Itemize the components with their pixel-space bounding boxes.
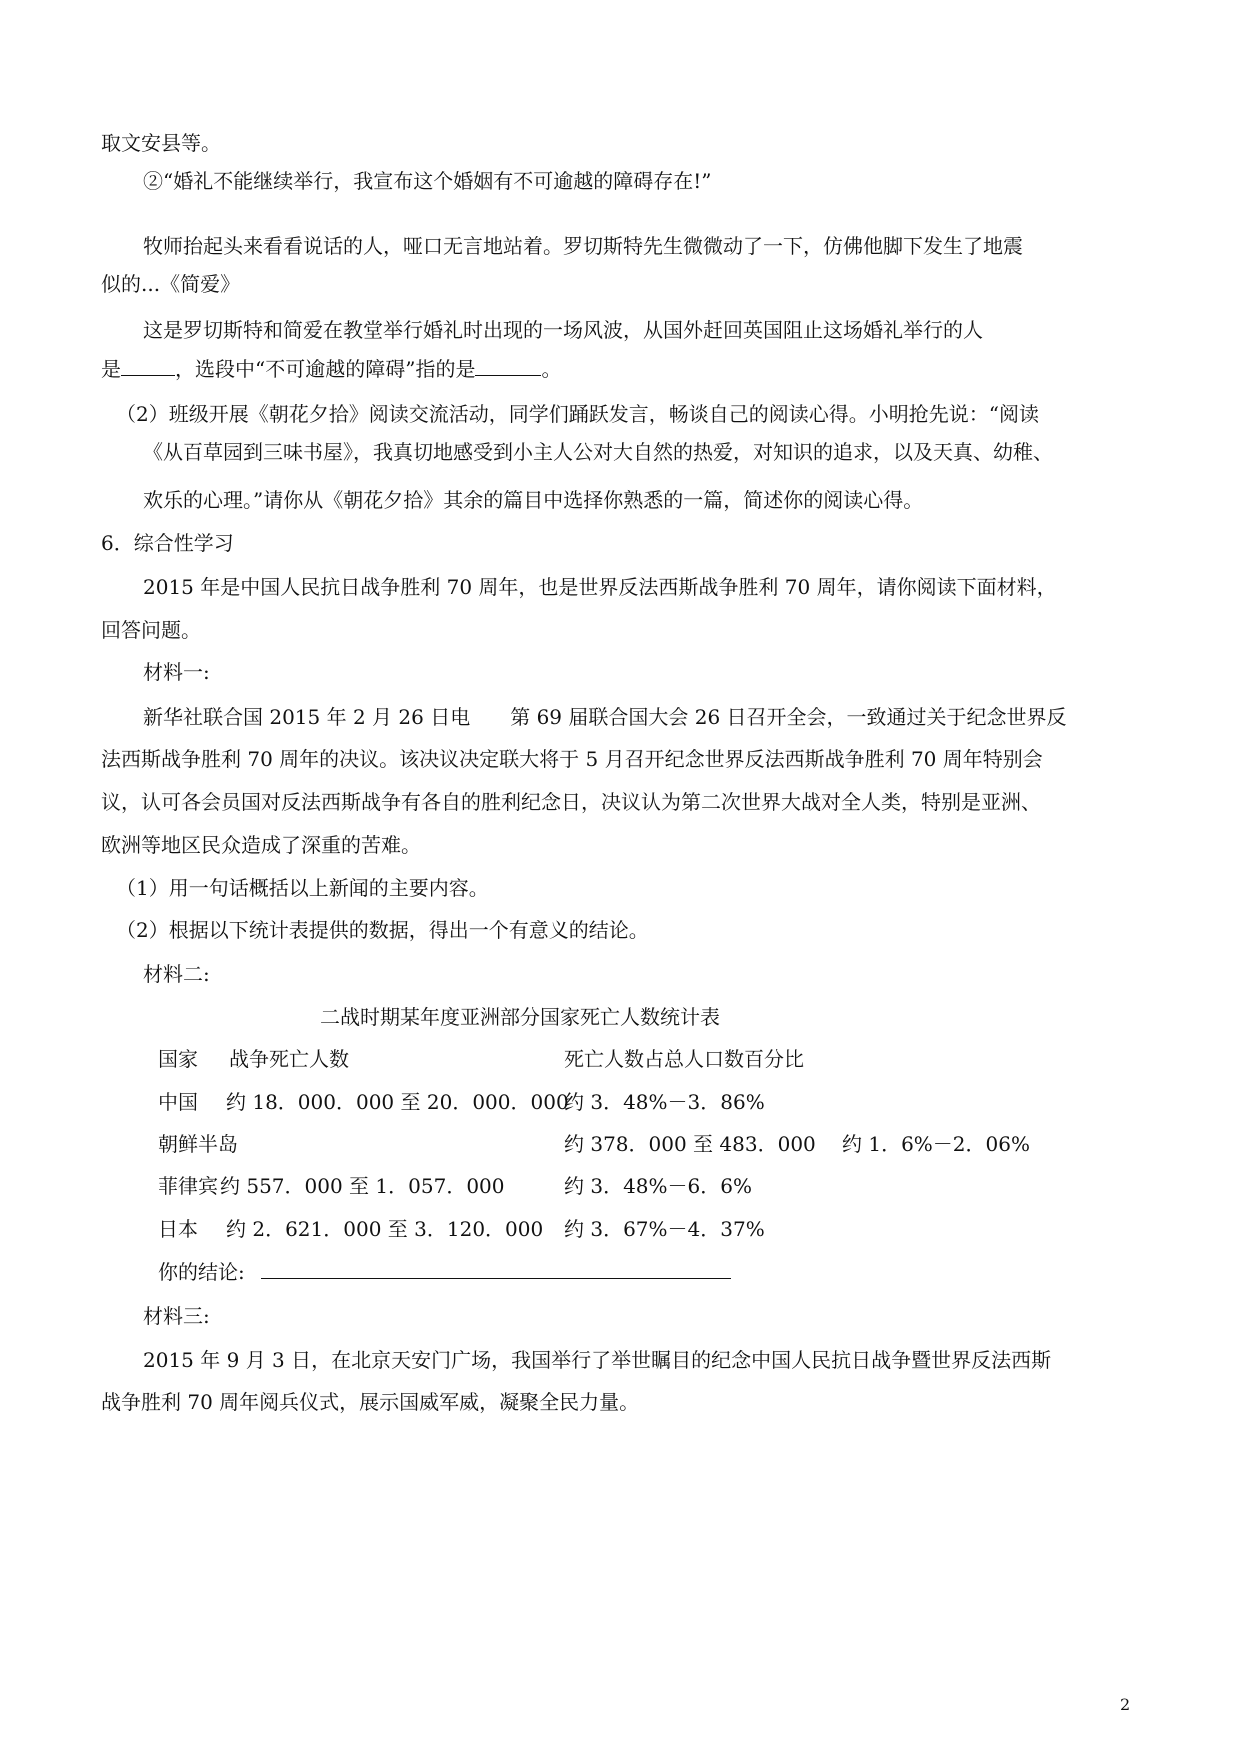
- text-line-6: （2）班级开展《朝花夕拾》阅读交流活动，同学们踊跃发言，畅谈自己的阅读心得。小明抢先说：“阅读: [116, 402, 1039, 426]
- material-one-label: 材料一:: [143, 660, 210, 684]
- header-deaths: 战争死亡人数: [229, 1047, 349, 1071]
- row-country: 菲律宾: [158, 1174, 218, 1198]
- row-deaths: 约 557．000 至 1．057．000: [220, 1174, 505, 1198]
- conclusion-line: [158, 1258, 731, 1286]
- answer-blank-1[interactable]: [121, 357, 175, 376]
- text-line-15: 2015 年 9 月 3 日，在北京天安门广场，我国举行了举世瞩目的纪念中国人民抗日战争暨世界反法西斯: [143, 1348, 1052, 1372]
- text-line-8: 欢乐的心理。”请你从《朝花夕拾》其余的篇目中选择你熟悉的一篇，简述你的阅读心得。: [143, 488, 924, 512]
- fill-in-blank-line: [101, 355, 561, 383]
- row-country: 中国: [158, 1090, 198, 1114]
- row-percentage: 约 3．48%－6．6%: [564, 1174, 752, 1198]
- row-country: 朝鲜半岛: [158, 1132, 238, 1156]
- question-2: （2）根据以下统计表提供的数据，得出一个有意义的结论。: [116, 918, 649, 942]
- text-line-7: 《从百草园到三味书屋》，我真切地感受到小主人公对大自然的热爱，对知识的追求，以及天真、幼稚、: [143, 440, 1053, 464]
- text-line-9: 2015 年是中国人民抗日战争胜利 70 周年，也是世界反法西斯战争胜利 70 周年，请你阅读下面材料，: [143, 575, 1057, 599]
- blank-line-suffix: 。: [541, 357, 562, 381]
- blank-line-prefix: 是: [101, 357, 121, 381]
- text-line-1: 取文安县等。: [101, 131, 221, 155]
- header-percentage: 死亡人数占总人口数百分比: [564, 1047, 804, 1071]
- material-three-label: 材料三:: [143, 1304, 210, 1328]
- text-line-10: 回答问题。: [101, 618, 201, 642]
- conclusion-label: 你的结论:: [158, 1260, 245, 1284]
- text-line-3: 牧师抬起头来看看说话的人，哑口无言地站着。罗切斯特先生微微动了一下，仿佛他脚下发生了地震: [143, 234, 1023, 258]
- row-deaths: 约 2．621．000 至 3．120．000: [226, 1217, 544, 1241]
- text-line-5: 这是罗切斯特和简爱在教堂举行婚礼时出现的一场风波，从国外赶回英国阻止这场婚礼举行的人: [143, 318, 983, 342]
- table-title: 二战时期某年度亚洲部分国家死亡人数统计表: [320, 1005, 720, 1029]
- text-line-4: 似的...《简爱》: [101, 272, 241, 296]
- row-deaths: 约 378．000 至 483．000: [564, 1132, 816, 1156]
- row-country: 日本: [158, 1217, 198, 1241]
- row-percentage: 约 1．6%－2．06%: [842, 1132, 1030, 1156]
- material-two-label: 材料二:: [143, 962, 210, 986]
- text-line-2: ②“婚礼不能继续举行，我宣布这个婚姻有不可逾越的障碍存在!”: [143, 169, 712, 193]
- blank-line-middle: ，选段中“不可逾越的障碍”指的是: [175, 357, 476, 381]
- text-line-16: 战争胜利 70 周年阅兵仪式，展示国威军威，凝聚全民力量。: [101, 1390, 640, 1414]
- text-line-14: 欧洲等地区民众造成了深重的苦难。: [101, 833, 421, 857]
- conclusion-answer-blank[interactable]: [261, 1260, 731, 1279]
- row-percentage: 约 3．48%－3．86%: [564, 1090, 765, 1114]
- row-deaths: 约 18．000．000 至 20．000．000: [226, 1090, 569, 1114]
- header-country: 国家: [158, 1047, 198, 1071]
- text-line-13: 议，认可各会员国对反法西斯战争有各自的胜利纪念日，决议认为第二次世界大战对全人类，特别是亚洲、: [101, 790, 1041, 814]
- section-heading: 6．综合性学习: [101, 531, 234, 555]
- answer-blank-2[interactable]: [475, 357, 541, 376]
- page-number: 2: [1120, 1695, 1131, 1714]
- text-line-12: 法西斯战争胜利 70 周年的决议。该决议决定联大将于 5 月召开纪念世界反法西斯战争胜利 70 周年特别会: [101, 747, 1043, 771]
- text-line-11: 新华社联合国 2015 年 2 月 26 日电 第 69 届联合国大会 26 日召开全会，一致通过关于纪念世界反: [143, 705, 1067, 729]
- row-percentage: 约 3．67%－4．37%: [564, 1217, 765, 1241]
- question-1: （1）用一句话概括以上新闻的主要内容。: [116, 876, 489, 900]
